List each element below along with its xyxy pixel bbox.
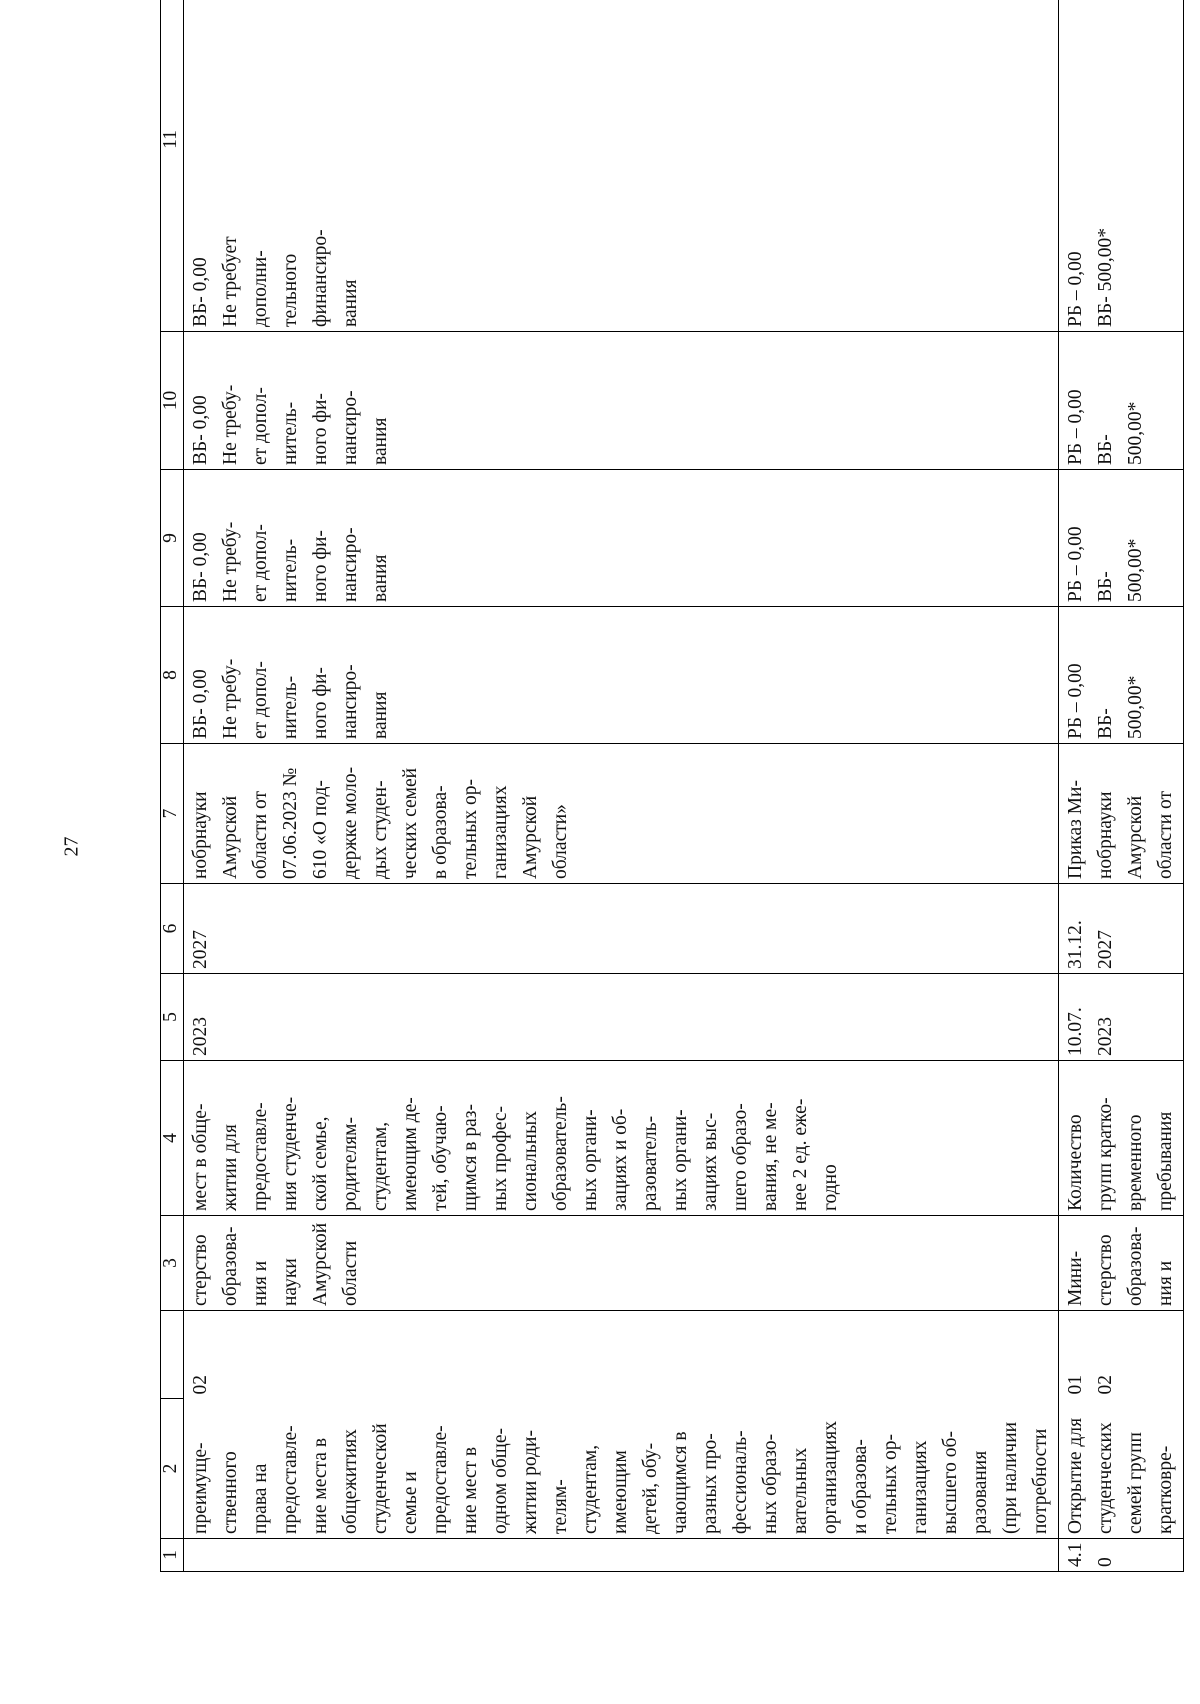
cell-document: Приказ Ми- нобрнауки Амурской области от xyxy=(1059,744,1184,884)
cell-number xyxy=(184,1539,1059,1572)
cell-start-date: 2023 xyxy=(184,974,1059,1061)
column-header: 4 xyxy=(161,1061,184,1216)
column-header: 9 xyxy=(161,470,184,607)
column-header: 10 xyxy=(161,332,184,470)
column-header: 8 xyxy=(161,607,184,744)
cell-activity-name: Открытие для студенческих семей групп кратковре- xyxy=(1059,1399,1184,1539)
table-region xyxy=(160,48,1176,1572)
column-header: 1 xyxy=(161,1539,184,1572)
cell-activity-name: преимуще- ственного права на предоставле- ние места в общежитиях студенческой семье и предоставле- ние мест в одном обще- житии роди- телям- студентам, имеющим детей, обу- чающимся в разных про- фессиональ- ных образо- вательных организациях и образова- тельных ор- ганизациях высшего об- разования (при наличии потребности xyxy=(184,1399,1059,1539)
column-header: 3 xyxy=(161,1216,184,1311)
cell-funding-col9: ВБ- 0,00 Не требу- ет допол- нитель- ного фи- нансиро- вания xyxy=(184,470,1059,607)
cell-indicator: Количество групп кратко- временного пребывания xyxy=(1059,1061,1184,1216)
column-header: 11 xyxy=(161,0,184,332)
column-header xyxy=(161,1311,184,1399)
cell-funding-col11: РБ – 0,00 ВБ- 500,00* xyxy=(1059,0,1184,332)
cell-funding-col10: ВБ- 0,00 Не требу- ет допол- нитель- ного фи- нансиро- вания xyxy=(184,332,1059,470)
cell-code: 02 xyxy=(184,1311,1059,1399)
cell-number: 4.1 0 xyxy=(1059,1539,1184,1572)
column-header: 6 xyxy=(161,884,184,974)
program-activities-table xyxy=(160,0,1184,1572)
cell-funding-col11: ВБ- 0,00 Не требует дополни- тельного финансиро- вания xyxy=(184,0,1059,332)
cell-indicator: мест в обще- житии для предоставле- ния студенче- ской семье, родителям- студентам, имеющим де- тей, обучаю- щимся в раз- ных профес- сиональных образователь- ных органи- зациях и об- разователь- ных органи- зациях выс- шего образо- вания, не ме- нее 2 ед. еже- годно xyxy=(184,1061,1059,1216)
column-number-row xyxy=(161,0,184,1572)
cell-funding-col9: РБ – 0,00 ВБ- 500,00* xyxy=(1059,470,1184,607)
cell-responsible: Мини- стерство образова- ния и xyxy=(1059,1216,1184,1311)
cell-funding-col10: РБ – 0,00 ВБ- 500,00* xyxy=(1059,332,1184,470)
cell-end-date: 31.12. 2027 xyxy=(1059,884,1184,974)
table-row xyxy=(1059,0,1184,1572)
page-number: 27 xyxy=(60,836,83,857)
column-header: 2 xyxy=(161,1399,184,1539)
cell-document: нобрнауки Амурской области от 07.06.2023 № 610 «О под- держке моло- дых студен- ческих семей в образова- тельных ор- ганизациях Амурской области» xyxy=(184,744,1059,884)
table-row xyxy=(184,0,1059,1572)
cell-funding-col8: РБ – 0,00 ВБ- 500,00* xyxy=(1059,607,1184,744)
column-header: 5 xyxy=(161,974,184,1061)
cell-end-date: 2027 xyxy=(184,884,1059,974)
cell-start-date: 10.07. 2023 xyxy=(1059,974,1184,1061)
cell-funding-col8: ВБ- 0,00 Не требу- ет допол- нитель- ного фи- нансиро- вания xyxy=(184,607,1059,744)
cell-code: 01 02 xyxy=(1059,1311,1184,1399)
rotated-table-wrapper xyxy=(160,48,1176,1572)
column-header: 7 xyxy=(161,744,184,884)
cell-responsible: стерство образова- ния и науки Амурской области xyxy=(184,1216,1059,1311)
